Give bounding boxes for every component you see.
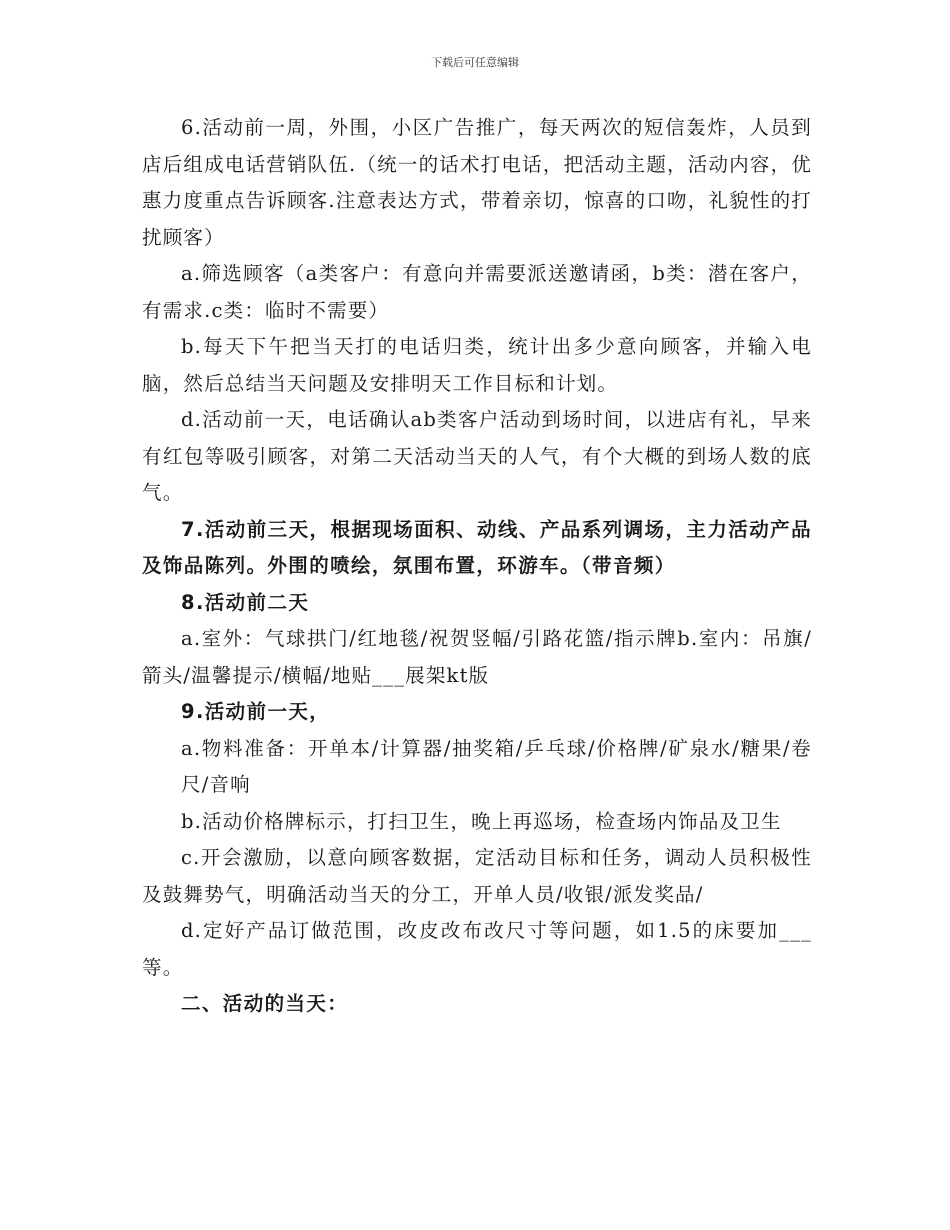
section-heading-activity-day: 二、活动的当天：	[181, 992, 349, 1015]
paragraph-item-9b: b.活动价格牌标示，打扫卫生，晚上再巡场，检查场内饰品及卫生	[181, 809, 782, 833]
paragraph-item-6: 6.活动前一周，外围，小区广告推广，每天两次的短信轰炸，人员到店后组成电话营销队伍.（统一的话术打电话，把活动主题，活动内容，优惠力度重点告诉顾客.注意表达方式，带着亲切，惊喜的口吻，礼貌性的打扰顾客）	[142, 116, 812, 249]
paragraph-item-6d: d.活动前一天，电话确认ab类客户活动到场时间，以进店有礼，早来有红包等吸引顾客，对第二天活动当天的人气，有个大概的到场人数的底气。	[142, 408, 812, 504]
paragraph-item-9d: d.定好产品订做范围，改皮改布改尺寸等问题，如1.5的床要加___等。	[142, 919, 812, 979]
paragraph-item-6b: b.每天下午把当天打的电话归类，统计出多少意向顾客，并输入电脑，然后总结当天问题及安排明天工作目标和计划。	[142, 335, 812, 395]
paragraph-item-9c: c.开会激励，以意向顾客数据，定活动目标和任务，调动人员积极性及鼓舞势气，明确活动当天的分工，开单人员/收银/派发奖品/	[142, 846, 812, 906]
paragraph-item-7: 7.活动前三天，根据现场面积、动线、产品系列调场，主力活动产品及饰品陈列。外围的喷绘，氛围布置，环游车。（带音频）	[142, 517, 812, 577]
document-body	[142, 110, 812, 1023]
heading-item-9: 9.活动前一天，	[181, 700, 331, 723]
paragraph-item-9a: a.物料准备：开单本/计算器/抽奖箱/乒乓球/价格牌/矿泉水/糖果/卷尺/音响	[181, 736, 812, 796]
paragraph-item-6a: a.筛选顾客（a类客户：有意向并需要派送邀请函，b类：潜在客户，有需求.c类：临时不需要）	[142, 262, 812, 322]
paragraph-item-8a: a.室外：气球拱门/红地毯/祝贺竖幅/引路花篮/指示牌b.室内：吊旗/箭头/温馨提示/横幅/地贴___展架kt版	[142, 627, 812, 687]
page-header-note: 下载后可任意编辑	[431, 56, 519, 69]
heading-item-8: 8.活动前二天	[181, 590, 310, 614]
